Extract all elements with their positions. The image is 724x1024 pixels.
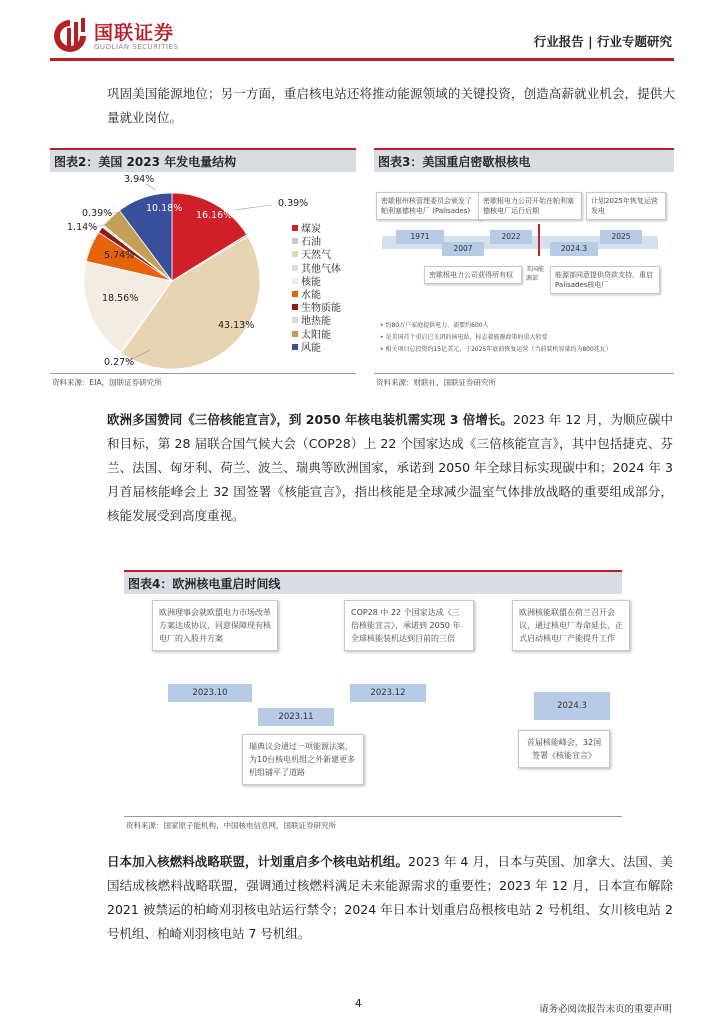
pie-data-label-1: 0.39% (278, 198, 309, 209)
fig4-source: 资料来源：国家原子能机构，中国核电信息网，国联证券研究所 (126, 821, 336, 830)
legend-swatch-3 (292, 265, 298, 271)
fig3-date-2025: 2025 (600, 230, 642, 244)
pie-data-label-5: 5.74% (104, 250, 135, 261)
europe-body: 2023 年 12 月，为顺应碳中和目标，第 28 届联合国气候大会（COP28）上 22 个国家达成《三倍核能宣言》，其中包括捷克、芬兰、法国、匈牙利、荷兰、波兰、瑞典等欧洲国家，承诺到 2050 年全球目标实现碳中和；2024 年 3 月首届核能峰会上 32 国签署《核能宣言》，指出核能是全球减少温室气体排放战略的重要组成部分，核能发展受到高度重视。 (107, 412, 673, 523)
legend-swatch-2 (292, 251, 298, 257)
fig3-title-bar (374, 148, 674, 172)
logo-text-cn: 国联证券 (94, 22, 175, 44)
fig3-box-3: 计划2025年恢复运营发电 (586, 192, 666, 220)
legend-item-9 (292, 339, 321, 354)
footer-disclaimer: 请务必阅读报告末页的重要声明 (538, 1004, 672, 1015)
fig4-date-2023-11: 2023.11 (258, 708, 334, 726)
legend-label-3: 其他气体 (301, 263, 341, 275)
pie-data-label-7: 0.39% (82, 208, 113, 219)
fig2-title: 图表2：美国 2023 年发电量结构 (54, 155, 237, 169)
pie-data-label-2: 43.13% (218, 320, 255, 331)
fig4-event-summit: 首届核能峰会，32国签署《核能宣言》 (518, 730, 610, 768)
legend-swatch-5 (292, 291, 298, 297)
fig4-date-2023-12: 2023.12 (350, 684, 426, 702)
fig3-below-box-2: 能源部同意提供贷款支持，重启Palisades核电厂 (550, 266, 660, 294)
legend-swatch-8 (292, 331, 298, 337)
fig3-date-2022: 2022 (490, 230, 532, 244)
fig3-note-2: • 是美国首个重启已关闭的核电站，标志着能源政策的重大转变 (380, 334, 548, 341)
pie-data-label-8: 3.94% (124, 174, 155, 185)
fig4-title: 图表4：欧洲核电重启时间线 (128, 577, 281, 591)
fig3-note-3: • 相关项目总投资约15亿美元，于2025年底前恢复运营（当前装机容量约为800兆瓦） (380, 346, 612, 353)
fig4-date-2023-10: 2023.10 (168, 684, 252, 702)
legend-label-0: 煤炭 (301, 224, 321, 235)
fig2-source: 资料来源：EIA，国联证券研究所 (52, 378, 162, 387)
fig3-date-2007: 2007 (442, 242, 484, 256)
legend-swatch-0 (292, 225, 298, 231)
europe-paragraph (107, 408, 673, 528)
fig3-source-rule (374, 373, 674, 374)
company-logo (50, 14, 200, 54)
fig4-event-2023-11: 瑞典议会通过一项能源法案，为10台核电机组之外新建更多机组铺平了道路 (242, 734, 364, 785)
fig4-title-bar (124, 570, 622, 594)
legend-swatch-1 (292, 238, 298, 244)
legend-label-9: 风能 (301, 342, 321, 354)
legend-swatch-6 (292, 304, 298, 310)
legend-label-1: 石油 (301, 237, 321, 249)
pie-data-label-6: 1.14% (67, 222, 98, 233)
legend-label-5: 水能 (301, 290, 321, 301)
fig4-event-2024-3: 欧洲核能联盟在荷兰召开会议，通过核电厂寿命延长，正式启动核电厂产能提升工作 (512, 600, 630, 651)
legend-swatch-7 (292, 317, 298, 323)
fig3-today-marker (538, 224, 540, 256)
fig4-event-2023-12: COP28 中 22 个国家达成《三倍核能宣言》，承诺到 2050 年全球核能装机达到目前的三倍 (344, 600, 474, 651)
legend-label-8: 太阳能 (301, 329, 331, 341)
page-number: 4 (355, 998, 362, 1010)
pie-data-label-0: 16.16% (196, 210, 233, 221)
fig3-below-box-1: 密歇根电力公司获得所有权 (424, 266, 522, 284)
fig3-side-note: 美国能源部 (526, 266, 545, 282)
fig2-title-bar (50, 148, 356, 172)
fig3-note-1: • 约80万户家庭提供电力，需要约600人 (380, 322, 489, 329)
fig3-title: 图表3：美国重启密歇根核电 (378, 155, 531, 169)
fig4-event-2023-10: 欧洲理事会就欧盟电力市场改革方案达成协议，同意保障现有核电厂的入股并方案 (152, 600, 278, 651)
legend-label-6: 生物质能 (301, 303, 341, 315)
intro-paragraph: 巩固美国能源地位；另一方面，重启核电站还将推动能源领域的关键投资，创造高薪就业机会，提供大量就业岗位。 (107, 86, 675, 125)
legend-swatch-4 (292, 278, 298, 284)
pie-data-label-3: 0.27% (104, 357, 135, 368)
pie-leader-line-1 (234, 205, 272, 210)
fig3-box-2: 密歇根电力公司开始在帕利塞德核电厂运行后期 (478, 192, 582, 220)
fig4-source-rule (124, 816, 622, 817)
europe-lead: 欧洲多国赞同《三倍核能宣言》，到 2050 年核电装机需实现 3 倍增长。 (107, 412, 513, 427)
logo-text-en: GUOLIAN SECURITIES (94, 43, 179, 51)
fig4-date-2024-3: 2024.3 (534, 692, 610, 720)
japan-paragraph (107, 850, 673, 946)
legend-label-2: 天然气 (301, 250, 331, 262)
pie-data-label-4: 18.56% (102, 293, 139, 304)
fig3-timeline (374, 172, 674, 372)
pie-data-label-9: 10.18% (146, 203, 183, 214)
legend-label-7: 地热能 (301, 316, 331, 328)
header-divider (50, 58, 674, 61)
document-type: 行业报告 | 行业专题研究 (533, 34, 672, 49)
fig3-date-1971: 1971 (396, 230, 444, 244)
japan-lead: 日本加入核燃料战略联盟，计划重启多个核电站机组。 (107, 854, 409, 869)
fig2-source-rule (50, 373, 356, 374)
fig3-box-1: 密歇根州核管理委员会颁发了帕利塞德核电厂 (Palisades) (376, 192, 480, 220)
fig3-source: 资料来源：财联社，国联证券研究所 (376, 378, 496, 387)
logo-mark-icon (50, 18, 90, 52)
legend-swatch-9 (292, 344, 298, 350)
legend-label-4: 核能 (301, 276, 321, 288)
japan-body: 2023 年 4 月，日本与英国、加拿大、法国、美国结成核燃料战略联盟，强调通过核燃料满足未来能源需求的重要性；2023 年 12 月，日本宣布解除 2021 被禁运的柏崎刈羽核电站运行禁令；2024 年日本计划重启岛根核电站 2 号机组、女川核电站 2 号机组、柏崎刈羽核电站 7 号机组。 (107, 854, 673, 941)
fig3-date-2024-3: 2024.3 (550, 242, 598, 256)
fig4-timeline (124, 596, 622, 816)
